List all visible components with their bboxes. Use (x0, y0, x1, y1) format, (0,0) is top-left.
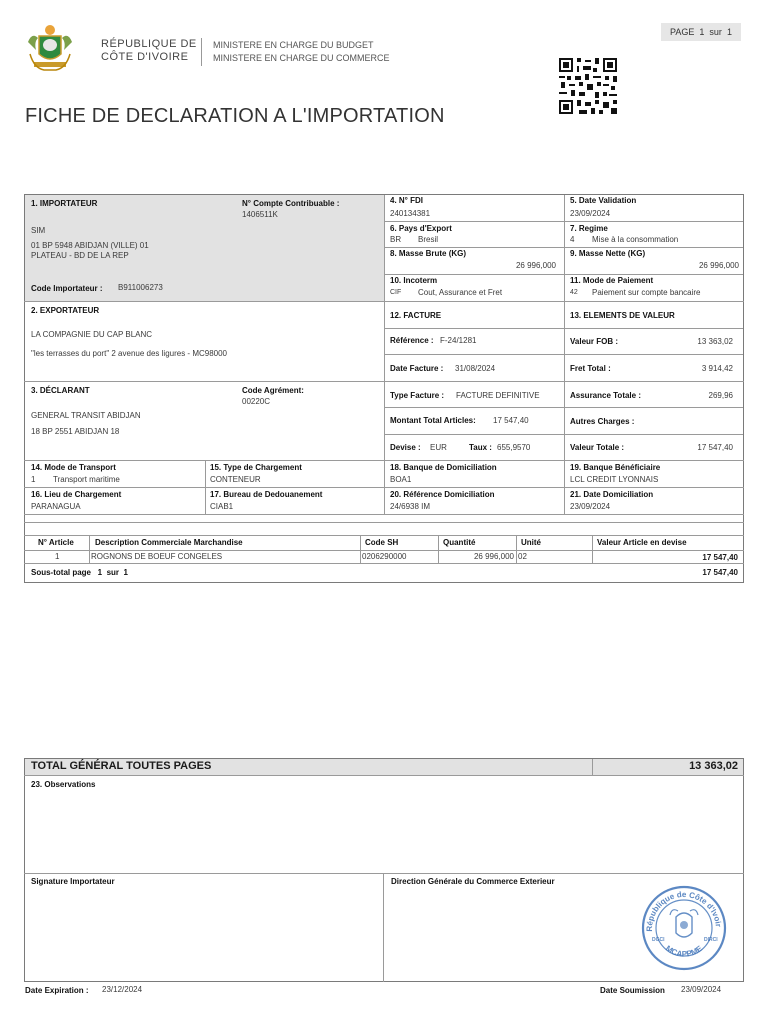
exportateur-title: 2. EXPORTATEUR (31, 306, 100, 315)
paiement-label: 11. Mode de Paiement (570, 276, 654, 285)
page-sep: sur (709, 27, 722, 37)
divider (24, 514, 744, 515)
regime-name: Mise à la consommation (592, 235, 679, 244)
importateur-address1: 01 BP 5948 ABIDJAN (VILLE) 01 (31, 241, 149, 250)
facture-ref-label: Référence : (390, 336, 434, 345)
divider (384, 247, 743, 248)
divider (89, 535, 90, 563)
validation-label: 5. Date Validation (570, 196, 637, 205)
article-value: 17 547,40 (702, 553, 738, 562)
masse-nette-label: 9. Masse Nette (KG) (570, 249, 646, 258)
col-header-num: N° Article (38, 538, 74, 547)
valeur-totale-label: Valeur Totale : (570, 443, 625, 452)
divider (516, 535, 517, 563)
devise-label: Devise : (390, 443, 421, 452)
expiration-label: Date Expiration : (25, 986, 89, 995)
article-code: 0206290000 (362, 552, 407, 561)
montant-label: Montant Total Articles: (390, 416, 476, 425)
divider (384, 354, 743, 355)
banque-ben-value: LCL CREDIT LYONNAIS (570, 475, 659, 484)
totals-section (24, 758, 744, 982)
code-importateur-label: Code Importateur : (31, 284, 103, 293)
divider (384, 328, 743, 329)
exportateur-name: LA COMPAGNIE DU CAP BLANC (31, 330, 153, 339)
transport-mode-label: 14. Mode de Transport (31, 463, 116, 472)
declarant-name: GENERAL TRANSIT ABIDJAN (31, 411, 141, 420)
chargement-type-value: CONTENEUR (210, 475, 261, 484)
montant-value: 17 547,40 (493, 416, 529, 425)
regime-label: 7. Regime (570, 224, 608, 233)
transport-mode-name: Transport maritime (53, 475, 120, 484)
autres-label: Autres Charges : (570, 417, 635, 426)
paiement-code: 42 (570, 289, 578, 296)
header-divider (201, 38, 202, 66)
banque-ben-label: 19. Banque Bénéficiaire (570, 463, 661, 472)
taux-value: 655,9570 (497, 443, 531, 452)
svg-text:DIRCI: DIRCI (704, 937, 718, 943)
fob-label: Valeur FOB : (570, 337, 619, 346)
fret-label: Fret Total : (570, 364, 611, 373)
regime-code: 4 (570, 235, 575, 244)
bureau-value: CIAB1 (210, 502, 234, 511)
svg-text:MCAPPME: MCAPPME (663, 943, 705, 959)
divider (592, 535, 593, 563)
divider (384, 434, 743, 435)
importateur-name: SIM (31, 226, 46, 235)
col-header-qty: Quantité (443, 538, 476, 547)
divider (24, 487, 744, 488)
col-header-code: Code SH (365, 538, 399, 547)
exportateur-address: "les terrasses du port" 2 avenue des ligures - MC98000 (31, 349, 228, 358)
facture-type-label: Type Facture : (390, 391, 445, 400)
divider (24, 301, 744, 302)
observations-label: 23. Observations (31, 780, 96, 789)
divider (24, 563, 744, 564)
article-num: 1 (55, 552, 60, 561)
divider (24, 873, 744, 874)
ref-dom-label: 20. Référence Domiciliation (390, 490, 495, 499)
col-header-unit: Unité (521, 538, 541, 547)
facture-date-label: Date Facture : (390, 364, 444, 373)
pays-name: Bresil (418, 235, 439, 244)
divider (383, 873, 384, 982)
banque-dom-value: BOA1 (390, 475, 412, 484)
assurance-value: 269,96 (708, 391, 733, 400)
code-importateur-value: B911006273 (118, 283, 163, 292)
valeur-totale-value: 17 547,40 (697, 443, 733, 452)
devise-value: EUR (430, 443, 447, 452)
article-unit: 02 (518, 552, 527, 561)
divider (24, 381, 744, 382)
ref-dom-value: 24/6938 IM (390, 502, 431, 511)
taux-label: Taux : (469, 443, 492, 452)
date-dom-value: 23/09/2024 (570, 502, 611, 511)
page-label: PAGE (670, 27, 695, 37)
page-total: 1 (726, 27, 732, 37)
declarant-title: 3. DÉCLARANT (31, 386, 90, 395)
paiement-name: Paiement sur compte bancaire (592, 288, 701, 297)
date-dom-label: 21. Date Domiciliation (570, 490, 654, 499)
republic-line2: CÔTE D'IVOIRE (101, 51, 189, 63)
divider (384, 274, 743, 275)
fdi-value: 240134381 (390, 209, 431, 218)
chargement-type-label: 15. Type de Chargement (210, 463, 302, 472)
total-value: 13 363,02 (689, 760, 738, 772)
col-header-value: Valeur Article en devise (597, 538, 687, 547)
pays-label: 6. Pays d'Export (390, 224, 452, 233)
facture-ref-value: F-24/1281 (440, 336, 477, 345)
lieu-label: 16. Lieu de Chargement (31, 490, 122, 499)
document-title: FICHE DE DECLARATION A L'IMPORTATION (25, 105, 445, 127)
declarant-address: 18 BP 2551 ABIDJAN 18 (31, 427, 120, 436)
svg-text:DGCI: DGCI (652, 937, 665, 943)
divider (384, 407, 743, 408)
article-desc: ROGNONS DE BOEUF CONGELES (91, 552, 223, 561)
divider (24, 775, 744, 776)
agrement-value: 00220C (242, 397, 271, 406)
ministry-line1: MINISTERE EN CHARGE DU BUDGET (213, 40, 374, 50)
banque-dom-label: 18. Banque de Domiciliation (390, 463, 497, 472)
coat-of-arms-icon (24, 24, 76, 74)
divider (360, 535, 361, 563)
validation-value: 23/09/2024 (570, 209, 611, 218)
incoterm-name: Cout, Assurance et Fret (418, 288, 503, 297)
facture-date-value: 31/08/2024 (455, 364, 496, 373)
qr-code-icon (557, 56, 619, 116)
bureau-label: 17. Bureau de Dedouanement (210, 490, 323, 499)
compte-label: N° Compte Contribuable : (242, 199, 340, 208)
facture-title: 12. FACTURE (390, 311, 442, 320)
col-header-desc: Description Commerciale Marchandise (95, 538, 243, 547)
signature-importateur-label: Signature Importateur (31, 877, 115, 886)
importateur-address2: PLATEAU - BD DE LA REP (31, 251, 129, 260)
page-current: 1 (699, 27, 705, 37)
svg-text:République de Côte d'Ivoire: République de Côte d'Ivoir (644, 889, 723, 932)
pays-code: BR (390, 235, 402, 244)
agrement-label: Code Agrément: (242, 386, 304, 395)
subtotal-label: Sous-total page 1 sur 1 (31, 568, 128, 577)
ministry-line2: MINISTERE EN CHARGE DU COMMERCE (213, 53, 390, 63)
official-stamp-icon (638, 885, 730, 971)
soumission-value: 23/09/2024 (681, 985, 722, 994)
incoterm-label: 10. Incoterm (390, 276, 438, 285)
facture-type-value: FACTURE DEFINITIVE (456, 391, 540, 400)
subtotal-value: 17 547,40 (702, 568, 738, 577)
fob-value: 13 363,02 (697, 337, 733, 346)
republic-line1: RÉPUBLIQUE DE (101, 38, 197, 50)
divider (438, 535, 439, 563)
valeur-title: 13. ELEMENTS DE VALEUR (570, 311, 675, 320)
divider (592, 759, 593, 775)
total-label: TOTAL GÉNÉRAL TOUTES PAGES (31, 760, 212, 772)
importateur-title: 1. IMPORTATEUR (31, 199, 98, 208)
incoterm-code: CIF (390, 289, 402, 296)
divider (384, 221, 743, 222)
masse-brute-label: 8. Masse Brute (KG) (390, 249, 467, 258)
divider (24, 522, 744, 523)
lieu-value: PARANAGUA (31, 502, 81, 511)
article-qty: 26 996,000 (473, 552, 514, 561)
page-badge (661, 23, 741, 41)
divider (24, 535, 744, 536)
soumission-label: Date Soumission (600, 986, 665, 995)
compte-value: 1406511K (242, 210, 278, 219)
assurance-label: Assurance Totale : (570, 391, 641, 400)
fdi-label: 4. N° FDI (390, 196, 423, 205)
direction-label: Direction Générale du Commerce Exterieur (391, 877, 555, 886)
masse-brute-value: 26 996,000 (515, 261, 556, 270)
transport-mode-code: 1 (31, 475, 36, 484)
masse-nette-value: 26 996,000 (698, 261, 739, 270)
expiration-value: 23/12/2024 (102, 985, 143, 994)
fret-value: 3 914,42 (701, 364, 733, 373)
divider (24, 550, 744, 551)
